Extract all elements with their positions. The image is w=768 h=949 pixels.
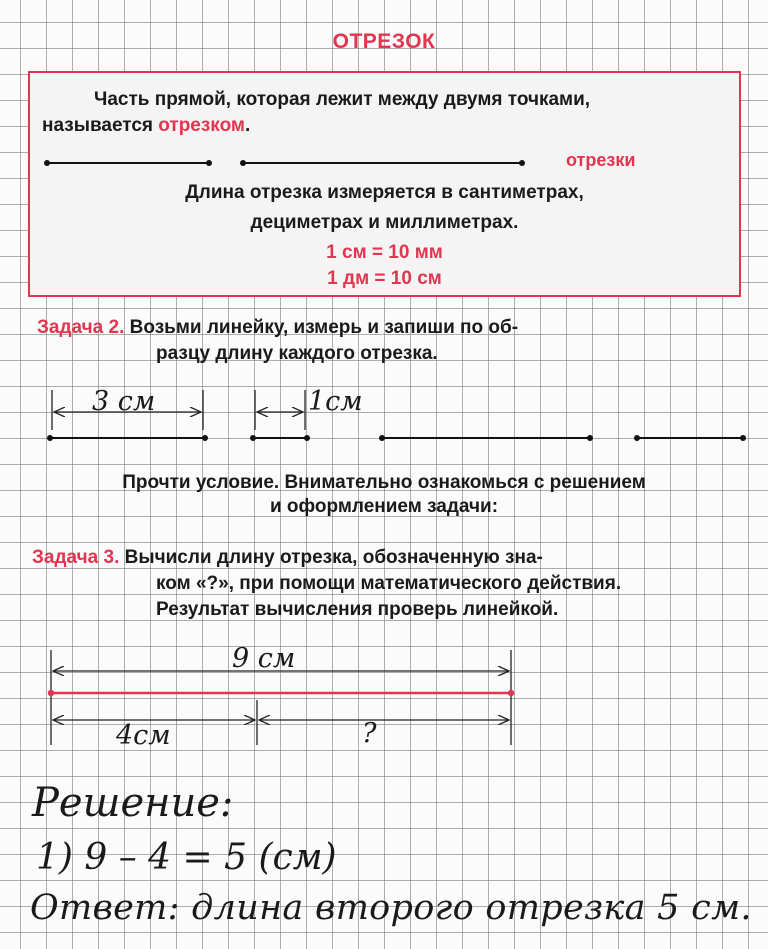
task2-segment-2 (250, 390, 310, 441)
task3-text-line2: ком «?», при помощи математического действия. (156, 573, 622, 594)
task3-text: Вычисли длину отрезка, обозначенную зна- (124, 547, 543, 568)
task2-text: Возьми линейку, измерь и запиши по об- (129, 317, 519, 338)
task3-label: Задача 3. (32, 547, 120, 568)
instruction-line1: Прочти условие. Внимательно ознакомься с решением (122, 472, 646, 493)
task3-part1-label: 4см (116, 720, 171, 751)
definition-line1: Часть прямой, которая лежит между двумя точками, (94, 89, 591, 110)
example-segment-1 (44, 160, 212, 166)
solution-answer: Ответ: длина второго отрезка 5 см. (30, 888, 752, 928)
solution-heading: Решение: (32, 780, 234, 826)
task2-text-line2: разцу длину каждого отрезка. (156, 343, 438, 364)
measure-line2: дециметрах и миллиметрах. (250, 212, 519, 233)
task2-sample2-label: 1см (308, 386, 363, 417)
task3-text-line3: Результат вычисления проверь линейкой. (156, 599, 559, 620)
conversion-cm-mm: 1 см = 10 мм (326, 242, 443, 263)
conversion-dm-cm: 1 дм = 10 см (327, 268, 442, 289)
segments-label: отрезки (566, 150, 636, 170)
task2-segment-4 (634, 435, 746, 441)
task3-part2-label: ? (362, 718, 377, 749)
definition-line2-prefix: называется (42, 115, 159, 136)
definition-line2-suffix: . (244, 115, 251, 136)
task2-segment-1 (47, 390, 208, 441)
solution-step: 1) 9 – 4 = 5 (см) (36, 837, 337, 878)
example-segment-2 (240, 160, 525, 166)
task2-label: Задача 2. (37, 317, 125, 338)
task2-sample1-label: 3 см (92, 386, 156, 417)
page-title: ОТРЕЗОК (332, 30, 436, 53)
definition-term: отрезком (158, 115, 245, 136)
measure-line1: Длина отрезка измеряется в сантиметрах, (185, 182, 584, 203)
task2-segment-3 (379, 435, 593, 441)
instruction-line2: и оформлением задачи: (269, 496, 499, 517)
task3-total-label: 9 см (232, 643, 296, 674)
task3-diagram (48, 650, 514, 745)
